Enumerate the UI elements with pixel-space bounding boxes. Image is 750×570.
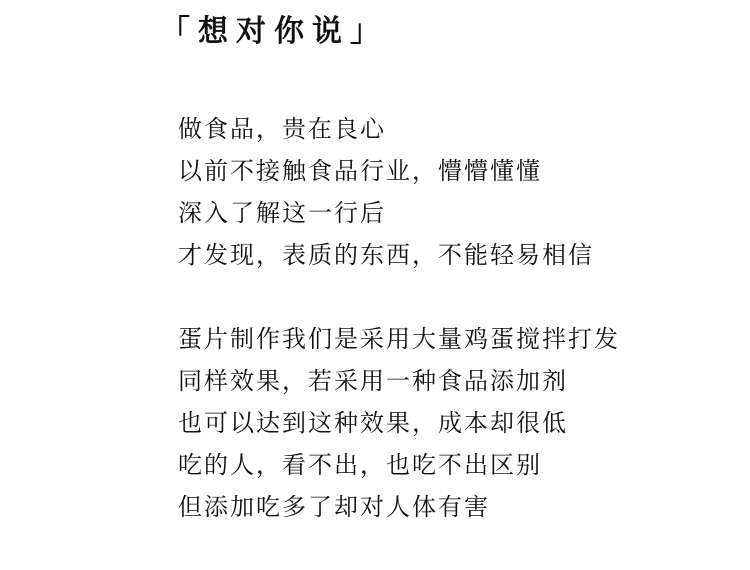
- poem-line: 也可以达到这种效果，成本却很低: [178, 409, 568, 437]
- stanza-2: [178, 318, 738, 528]
- poem-line: 同样效果，若采用一种食品添加剂: [178, 367, 568, 395]
- poem-body: [178, 108, 738, 570]
- poem-line: 深入了解这一行后: [178, 199, 386, 227]
- poem-line: 做食品，贵在良心: [178, 115, 386, 143]
- poem-line: 以前不接触食品行业，懵懵懂懂: [178, 157, 542, 185]
- section-title: 「想对你说」: [160, 14, 388, 49]
- poem-line: 但添加吃多了却对人体有害: [178, 493, 490, 521]
- poem-line: 蛋片制作我们是采用大量鸡蛋搅拌打发: [178, 325, 620, 353]
- stanza-1: [178, 108, 738, 276]
- poem-line: 才发现，表质的东西，不能轻易相信: [178, 241, 594, 269]
- poem-line: 吃的人，看不出，也吃不出区别: [178, 451, 542, 479]
